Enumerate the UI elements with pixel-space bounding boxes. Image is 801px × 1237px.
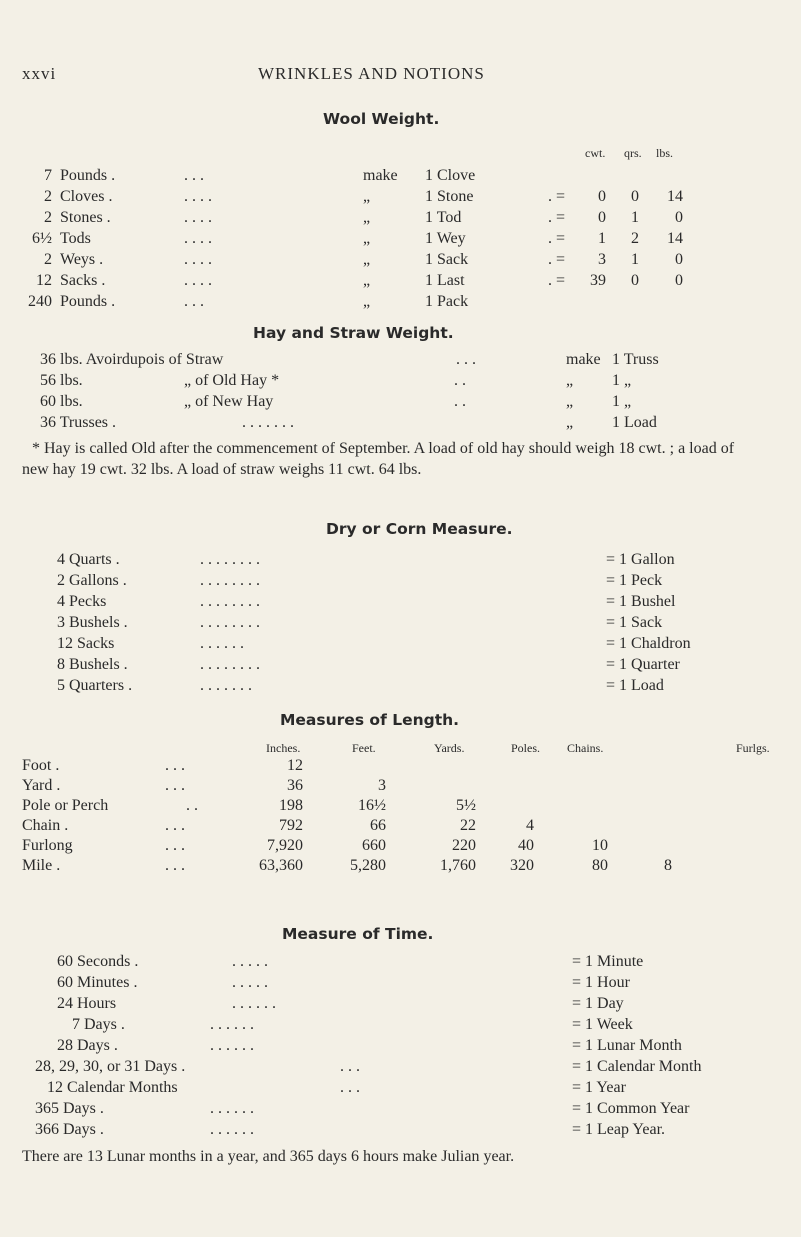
leader-dots: . . <box>454 372 466 389</box>
leader-dots: . . . . . . <box>210 1100 254 1117</box>
wool-equals: . = <box>548 230 566 247</box>
leader-dots: . . . <box>340 1079 360 1096</box>
wool-cwt: 39 <box>590 272 606 289</box>
length-header-chains: Chains. <box>567 741 604 755</box>
leader-dots: . . . . . . <box>200 635 244 652</box>
length-unit-name: Foot . <box>22 757 60 774</box>
time-quantity: 60 Seconds . <box>57 953 139 970</box>
wool-header-qrs: qrs. <box>624 146 642 160</box>
time-row <box>0 1121 801 1143</box>
wool-result: 1 Clove <box>425 167 476 184</box>
wool-cwt: 0 <box>598 188 606 205</box>
hay-make: „ <box>566 414 574 431</box>
length-inches: 63,360 <box>259 857 303 874</box>
wool-row <box>0 293 801 315</box>
wool-lbs: 14 <box>667 188 683 205</box>
wool-make: „ <box>363 188 371 205</box>
wool-qrs: 2 <box>631 230 639 247</box>
dry-row <box>0 677 801 699</box>
dry-row <box>0 635 801 657</box>
length-chains: 10 <box>592 837 608 854</box>
wool-unit: Cloves . <box>60 188 113 205</box>
dry-row <box>0 551 801 573</box>
length-inches: 7,920 <box>267 837 303 854</box>
length-header-yards: Yards. <box>434 741 465 755</box>
wool-row <box>0 167 801 189</box>
leader-dots: . . . <box>165 757 185 774</box>
time-quantity: 60 Minutes . <box>57 974 138 991</box>
wool-qty: 2 <box>44 209 52 226</box>
wool-lbs: 0 <box>675 251 683 268</box>
wool-qty: 2 <box>44 251 52 268</box>
leader-dots: . . . . . . . . <box>200 656 260 673</box>
wool-qrs: 0 <box>631 272 639 289</box>
length-inches: 198 <box>279 797 303 814</box>
length-header-inches: Inches. <box>266 741 301 755</box>
wool-result: 1 Pack <box>425 293 469 310</box>
length-unit-name: Mile . <box>22 857 61 874</box>
wool-qty: 240 <box>28 293 52 310</box>
dry-result: = 1 Quarter <box>606 656 680 673</box>
wool-row <box>0 209 801 231</box>
length-feet: 660 <box>362 837 386 854</box>
length-inches: 792 <box>279 817 303 834</box>
time-quantity: 7 Days . <box>72 1016 125 1033</box>
dry-quantity: 3 Bushels . <box>57 614 128 631</box>
hay-result: 1 Load <box>612 414 657 431</box>
leader-dots: . . . . . <box>232 974 268 991</box>
dry-quantity: 12 Sacks <box>57 635 115 652</box>
length-poles: 320 <box>510 857 534 874</box>
wool-qrs: 1 <box>631 209 639 226</box>
dry-row <box>0 614 801 636</box>
length-feet: 3 <box>378 777 386 794</box>
wool-result: 1 Sack <box>425 251 469 268</box>
wool-lbs: 14 <box>667 230 683 247</box>
leader-dots: . . . . . . . <box>200 677 252 694</box>
leader-dots: . . . <box>184 167 204 184</box>
length-row <box>0 857 801 879</box>
length-yards: 5½ <box>456 797 476 814</box>
leader-dots: . . . . <box>184 251 212 268</box>
wool-header-lbs: lbs. <box>656 146 674 160</box>
length-inches: 36 <box>287 777 303 794</box>
length-feet: 66 <box>370 817 386 834</box>
hay-make: make <box>566 351 601 368</box>
length-header-poles: Poles. <box>511 741 541 755</box>
wool-qrs: 0 <box>631 188 639 205</box>
dry-row <box>0 593 801 615</box>
wool-row <box>0 230 801 252</box>
length-unit-name: Yard . <box>22 777 61 794</box>
wool-unit: Pounds . <box>60 293 116 310</box>
dry-quantity: 4 Quarts . <box>57 551 120 568</box>
wool-lbs: 0 <box>675 209 683 226</box>
wool-qty: 6½ <box>32 230 52 247</box>
length-header-furlongs: Furlgs. <box>736 741 770 755</box>
hay-quantity: 36 Trusses . <box>40 414 117 431</box>
hay-make: „ <box>566 372 574 389</box>
wool-make: „ <box>363 293 371 310</box>
time-quantity: 12 Calendar Months <box>47 1079 178 1096</box>
hay-quantity: 56 lbs. <box>40 372 83 389</box>
hay-quantity: 60 lbs. <box>40 393 83 410</box>
wool-make: „ <box>363 230 371 247</box>
time-quantity: 365 Days . <box>35 1100 104 1117</box>
time-quantity: 28 Days . <box>57 1037 118 1054</box>
wool-lbs: 0 <box>675 272 683 289</box>
time-row <box>0 1079 801 1101</box>
hay-quantity: 36 lbs. Avoirdupois of Straw <box>40 351 224 368</box>
leader-dots: . . . . . . <box>210 1016 254 1033</box>
leader-dots: . . . . . <box>232 953 268 970</box>
wool-make: „ <box>363 209 371 226</box>
wool-equals: . = <box>548 272 566 289</box>
wool-row <box>0 272 801 294</box>
wool-make: „ <box>363 272 371 289</box>
leader-dots: . . . . . . . . <box>200 551 260 568</box>
length-unit-name: Chain . <box>22 817 69 834</box>
wool-cwt: 0 <box>598 209 606 226</box>
wool-unit: Weys . <box>60 251 104 268</box>
leader-dots: . . . <box>165 817 185 834</box>
wool-qrs: 1 <box>631 251 639 268</box>
hay-result: 1 „ <box>612 372 632 389</box>
time-row <box>0 953 801 975</box>
dry-result: = 1 Peck <box>606 572 663 589</box>
hay-result: 1 Truss <box>612 351 659 368</box>
dry-result: = 1 Chaldron <box>606 635 691 652</box>
time-row <box>0 1058 801 1080</box>
dry-result: = 1 Bushel <box>606 593 676 610</box>
time-row <box>0 974 801 996</box>
leader-dots: . . . . <box>184 188 212 205</box>
hay-row <box>0 414 801 436</box>
time-row <box>0 995 801 1017</box>
wool-cwt: 3 <box>598 251 606 268</box>
hay-row <box>0 351 801 373</box>
length-yards: 1,760 <box>440 857 476 874</box>
length-feet: 16½ <box>358 797 386 814</box>
leader-dots: . . . <box>456 351 476 368</box>
hay-title: Hay and Straw Weight. <box>253 324 454 342</box>
wool-unit: Stones . <box>60 209 111 226</box>
time-quantity: 366 Days . <box>35 1121 104 1138</box>
wool-result: 1 Last <box>425 272 465 289</box>
page-number: xxvi <box>22 64 57 83</box>
leader-dots: . . <box>454 393 466 410</box>
leader-dots: . . . <box>165 857 185 874</box>
wool-row <box>0 188 801 210</box>
dry-quantity: 5 Quarters . <box>57 677 133 694</box>
length-unit-name: Pole or Perch <box>22 797 109 814</box>
time-row <box>0 1100 801 1122</box>
length-chains: 80 <box>592 857 608 874</box>
leader-dots: . . . . . . <box>210 1121 254 1138</box>
length-unit-name: Furlong <box>22 837 73 854</box>
wool-unit: Tods <box>60 230 91 247</box>
wool-qty: 12 <box>36 272 52 289</box>
wool-qty: 2 <box>44 188 52 205</box>
leader-dots: . . . <box>340 1058 360 1075</box>
length-header-feet: Feet. <box>352 741 376 755</box>
wool-header-cwt: cwt. <box>585 146 606 160</box>
wool-qty: 7 <box>44 167 52 184</box>
length-furlongs: 8 <box>664 857 672 874</box>
wool-row <box>0 251 801 273</box>
dry-quantity: 8 Bushels . <box>57 656 128 673</box>
length-feet: 5,280 <box>350 857 386 874</box>
length-row <box>0 797 801 819</box>
length-headers <box>0 737 801 759</box>
wool-cwt: 1 <box>598 230 606 247</box>
wool-title: Wool Weight. <box>323 110 440 128</box>
leader-dots: . . . . <box>184 209 212 226</box>
hay-row <box>0 393 801 415</box>
wool-make: „ <box>363 251 371 268</box>
wool-equals: . = <box>548 188 566 205</box>
hay-result: 1 „ <box>612 393 632 410</box>
hay-note: * Hay is called Old after the commencement of September. A load of old hay should weigh 18 cwt. ; a load of new hay 19 cwt. 32 lbs. A load of straw weighs 11 cwt. 64 lbs. <box>22 440 735 478</box>
length-row <box>0 837 801 859</box>
hay-row <box>0 372 801 394</box>
dry-result: = 1 Load <box>606 677 664 694</box>
leader-dots: . . . <box>165 777 185 794</box>
time-quantity: 28, 29, 30, or 31 Days . <box>35 1058 186 1075</box>
leader-dots: . . . . <box>184 230 212 247</box>
length-poles: 40 <box>518 837 534 854</box>
leader-dots: . . . <box>184 293 204 310</box>
leader-dots: . . . . <box>184 272 212 289</box>
leader-dots: . . . . . . . . <box>200 593 260 610</box>
time-result: = 1 Year <box>572 1079 626 1096</box>
time-result: = 1 Calendar Month <box>572 1058 702 1075</box>
time-result: = 1 Leap Year. <box>572 1121 666 1138</box>
leader-dots: . . . . . . . <box>242 414 294 431</box>
dry-result: = 1 Sack <box>606 614 663 631</box>
length-row <box>0 817 801 839</box>
dry-row <box>0 572 801 594</box>
length-title: Measures of Length. <box>280 711 460 729</box>
wool-make: make <box>363 167 398 184</box>
length-poles: 4 <box>526 817 534 834</box>
time-row <box>0 1037 801 1059</box>
length-row <box>0 777 801 799</box>
leader-dots: . . . . . . <box>210 1037 254 1054</box>
time-result: = 1 Day <box>572 995 624 1012</box>
hay-kind: „ of Old Hay * <box>184 372 280 389</box>
leader-dots: . . . . . . . . <box>200 572 260 589</box>
time-note: There are 13 Lunar months in a year, and 365 days 6 hours make Julian year. <box>22 1148 515 1165</box>
leader-dots: . . <box>186 797 198 814</box>
time-result: = 1 Hour <box>572 974 630 991</box>
time-result: = 1 Week <box>572 1016 633 1033</box>
wool-result: 1 Stone <box>425 188 474 205</box>
leader-dots: . . . <box>165 837 185 854</box>
wool-unit: Pounds . <box>60 167 116 184</box>
length-yards: 220 <box>452 837 476 854</box>
hay-make: „ <box>566 393 574 410</box>
wool-equals: . = <box>548 251 566 268</box>
wool-result: 1 Tod <box>425 209 462 226</box>
time-row <box>0 1016 801 1038</box>
wool-unit: Sacks . <box>60 272 106 289</box>
dry-result: = 1 Gallon <box>606 551 675 568</box>
length-row <box>0 757 801 779</box>
length-yards: 22 <box>460 817 476 834</box>
dry-quantity: 4 Pecks <box>57 593 107 610</box>
time-title: Measure of Time. <box>282 925 434 943</box>
length-inches: 12 <box>287 757 303 774</box>
time-result: = 1 Common Year <box>572 1100 690 1117</box>
time-result: = 1 Minute <box>572 953 644 970</box>
running-head: WRINKLES AND NOTIONS <box>258 64 485 83</box>
leader-dots: . . . . . . <box>232 995 276 1012</box>
dry-quantity: 2 Gallons . <box>57 572 127 589</box>
hay-kind: „ of New Hay <box>184 393 274 410</box>
dry-row <box>0 656 801 678</box>
dry-title: Dry or Corn Measure. <box>326 520 513 538</box>
time-result: = 1 Lunar Month <box>572 1037 682 1054</box>
leader-dots: . . . . . . . . <box>200 614 260 631</box>
wool-equals: . = <box>548 209 566 226</box>
time-quantity: 24 Hours <box>57 995 117 1012</box>
wool-result: 1 Wey <box>425 230 466 247</box>
